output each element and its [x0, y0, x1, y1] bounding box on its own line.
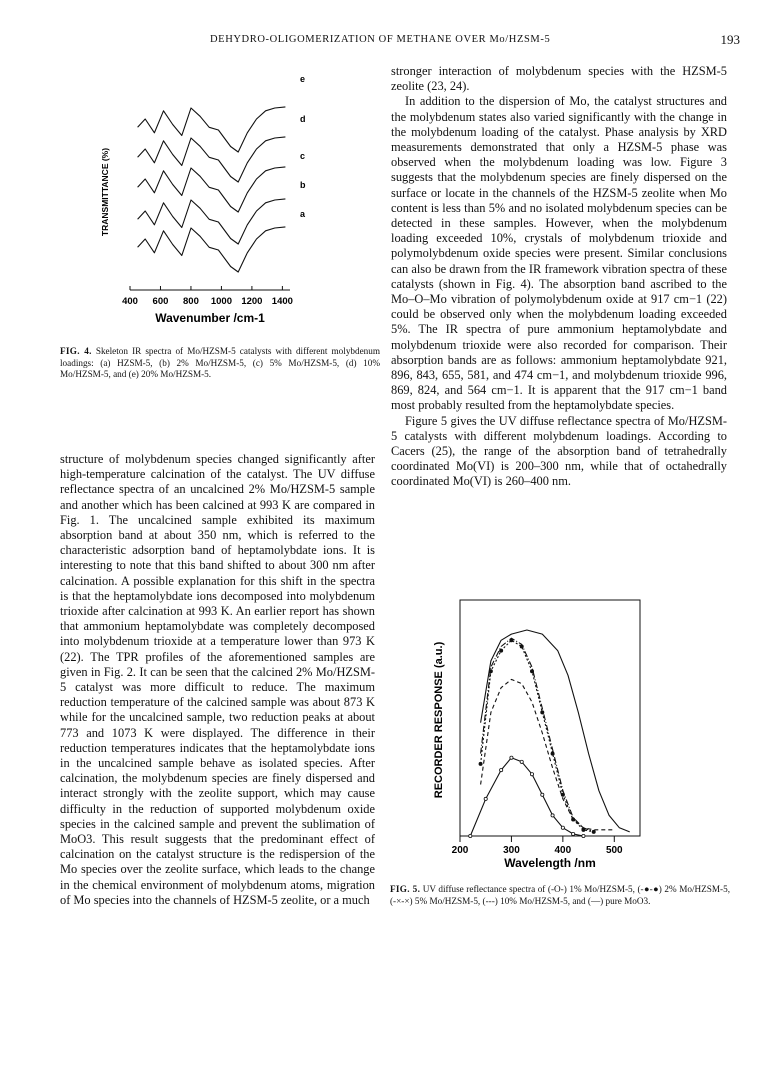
- fig5-point: [484, 797, 487, 800]
- figure-4-caption: [60, 346, 380, 381]
- fig5-series-1: [481, 640, 594, 832]
- fig4-ylabel: TRANSMITTANCE (%): [100, 147, 110, 237]
- fig5-point: [572, 832, 575, 835]
- fig4-series-d: [138, 137, 286, 182]
- left-column-text: [60, 452, 375, 908]
- body-paragraph: In addition to the dispersion of Mo, the catalyst structures and the molybdenum states also varied significantly with the change in the molybdenum loading of the catalyst. Phase analysis by XRD measurements demonstrated that only a HZSM-5 phase was observed when the molybdenum loading was low. Figure 3 suggests that the molybdenum species are finely dispersed on the surface or locate in the channels of the HZSM-5 zeolite when Mo content is less than 5% and no isolated molybdenum species can be detected in these samples. However, when the molybdenum loading exceeded 10%, crystals of molybdenum trioxide and polymolybdenum oxide species were present. Similar conclusions can also be drawn from the IR framework vibration spectra of these catalysts (shown in Fig. 4). The absorption band ascribed to the Mo–O–Mo vibration of polymolybdenum oxide at 917 cm−1 (22) could be observed only when the molybdenum loading exceeded 5%. The IR spectra of pure ammonium heptamolybdate and molybdenum trioxide were also recorded for comparison. Their absorption bands are as follows: ammonium heptamolybdate 921, 896, 843, 655, 581, and 474 cm−1, and molybdenum trioxide 996, 869, 824, and 564 cm−1. It is apparent that the 917 cm−1 band most probably resulted from the heptamolybdate species.: [391, 94, 727, 413]
- right-column-text: [391, 64, 727, 490]
- fig4-tick-label: 1000: [210, 296, 232, 307]
- fig4-x-ticks: [122, 286, 293, 307]
- figure-5-uv-spectra: [420, 590, 650, 875]
- fig4-tick-label: 400: [122, 296, 138, 307]
- page-number: 193: [720, 32, 740, 47]
- fig5-point: [500, 649, 503, 652]
- fig5-point: [469, 834, 472, 837]
- fig4-curve-label-d: d: [300, 114, 306, 124]
- fig5-series-4: [481, 630, 630, 832]
- fig4-curves: [138, 107, 286, 272]
- fig5-tick-label: 200: [451, 845, 469, 856]
- fig5-point: [500, 768, 503, 771]
- body-paragraph: structure of molybdenum species changed significantly after high-temperature calcination of the catalyst. The UV diffuse reflectance spectra of an uncalcined 2% Mo/HZSM-5 sample and another which has been calcined at 993 K are compared in Fig. 1. The uncalcined sample exhibited its maximum absorption band at about 350 nm, which is referred to the characteristic adsorption band of heptamolybdate ions. It is interesting to note that this band shifted to about 300 nm after calcination. A possible explanation for this shift in the spectra is that the heptamolybdate ions decomposed into molybdenum trioxide after calcination at 993 K. An earlier report has shown that ammonium heptamolybdate was completely decomposed into molybdenum trioxide at a temperature lower than 973 K (22). The TPR profiles of the aforementioned samples are given in Fig. 2. It can be seen that the calcined 2% Mo/HZSM-5 catalyst was more difficult to reduce. The maximum reduction temperature of the calcined sample was about 873 K while for the uncalcined sample, two reduction peaks at about 773 and 1073 K were displayed. The difference in their reduction temperatures indicates that the heptamolybdate ions in the uncalcined sample behave as isolated species. After calcination, the molybdenum species are finely dispersed and interact strongly with the zeolite support, which may cause difficulty in the reduction of supported molybdenum oxide species in the calcined sample and prevent the sublimation of MoO3. This result suggests that the predominant effect of calcination on the catalyst structure is the redispersion of the Mo species over the zeolite surface, which leads to the change in the chemical environment of molybdenum atoms, migration of Mo species into the channels of HZSM-5 zeolite, or a much: [60, 452, 375, 907]
- fig4-curve-label-e: e: [300, 74, 306, 84]
- fig4-curve-label-a: a: [300, 209, 306, 219]
- fig4-series-b: [138, 199, 286, 244]
- fig4-tick-label: 600: [152, 296, 169, 307]
- fig5-point: [541, 793, 544, 796]
- fig4-xlabel: Wavenumber /cm-1: [155, 311, 265, 322]
- fig5-tick-label: 500: [605, 845, 623, 856]
- fig5-point: [561, 826, 564, 829]
- fig5-x-ticks: [452, 836, 623, 856]
- fig4-tick-label: 1200: [241, 296, 263, 307]
- fig5-series-0: [470, 758, 583, 836]
- fig5-point: [582, 834, 585, 837]
- fig5-point: [510, 756, 513, 759]
- fig5-point: [479, 762, 482, 765]
- body-paragraph: stronger interaction of molybdenum species with the HZSM-5 zeolite (23, 24).: [391, 64, 727, 94]
- fig5-point: [530, 773, 533, 776]
- fig4-curve-label-b: b: [300, 180, 306, 190]
- fig5-point: [520, 760, 523, 763]
- fig4-tick-label: 1400: [271, 296, 293, 307]
- fig4-curve-labels: [300, 74, 306, 219]
- figure-4-ir-spectra: [95, 60, 320, 322]
- fig4-tick-label: 800: [183, 296, 199, 307]
- fig5-series-2: [481, 638, 594, 832]
- fig5-plot-frame: [460, 600, 640, 836]
- fig5-point: [592, 830, 595, 833]
- fig5-point: [551, 814, 554, 817]
- fig5-tick-label: 400: [554, 845, 572, 856]
- running-title: DEHYDRO-OLIGOMERIZATION OF METHANE OVER Mo/HZSM-5: [210, 34, 551, 45]
- fig4-series-a: [138, 227, 286, 272]
- fig4-series-e: [138, 107, 286, 152]
- fig5-caption-text: UV diffuse reflectance spectra of (-O-) 1% Mo/HZSM-5, (-●-●) 2% Mo/HZSM-5, (-×-×) 5% Mo/HZSM-5, (---) 10% Mo/HZSM-5, and (—) pure MoO3.: [390, 884, 731, 906]
- fig4-caption-text: Skeleton IR spectra of Mo/HZSM-5 catalysts with different molybdenum loadings: (a) HZSM-5, (b) 2% Mo/HZSM-5, (c) 5% Mo/HZSM-5, (d) 10% Mo/HZSM-5, and (e) 20% Mo/HZSM-5.: [60, 346, 381, 379]
- fig5-xlabel: Wavelength /nm: [504, 856, 596, 870]
- fig5-tick-label: 300: [503, 845, 520, 856]
- page-header: [60, 34, 740, 50]
- fig5-ylabel: RECORDER RESPONSE (a.u.): [433, 641, 445, 799]
- fig4-curve-label-c: c: [300, 151, 306, 161]
- fig5-caption-label: FIG. 5.: [390, 884, 421, 894]
- fig4-caption-label: FIG. 4.: [60, 346, 92, 356]
- body-paragraph: Figure 5 gives the UV diffuse reflectance spectra of Mo/HZSM-5 catalysts with different molybdenum loadings. According to Cacers (25), the range of the absorption band of tetrahedrally coordinated Mo(VI) is 200–300 nm, while that of octahedrally coordinated Mo(VI) is 260–400 nm.: [391, 413, 727, 489]
- figure-5-caption: [390, 884, 730, 907]
- fig5-curves: [469, 630, 630, 838]
- fig5-series-3: [481, 679, 615, 829]
